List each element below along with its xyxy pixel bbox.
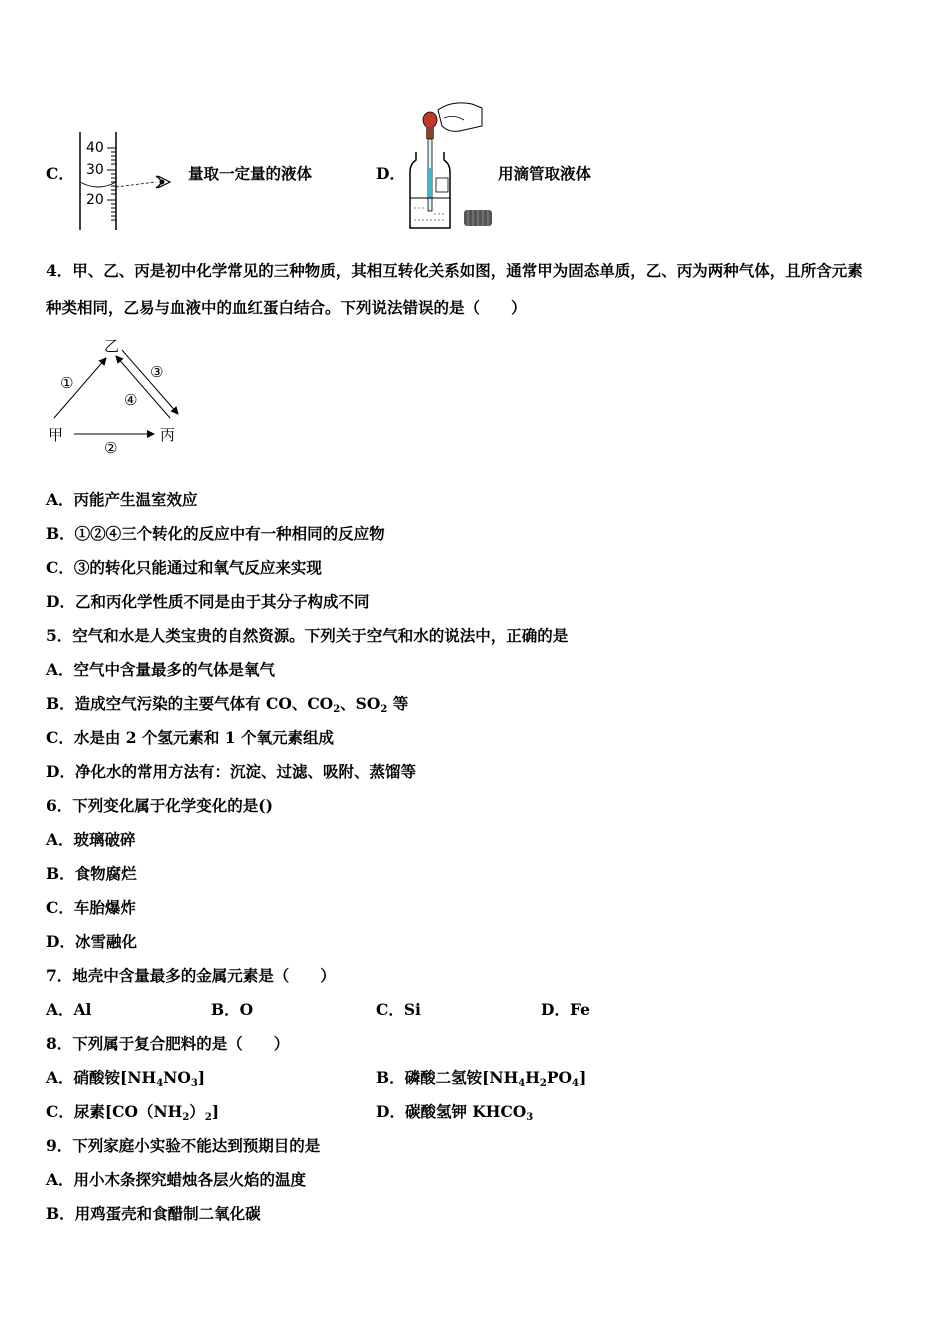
q4-option-b: B．①②④三个转化的反应中有一种相同的反应物 bbox=[46, 524, 385, 543]
reaction-label-4: ④ bbox=[124, 391, 138, 409]
conversion-diagram bbox=[44, 332, 194, 462]
q7-option-c: C．Si bbox=[376, 1000, 421, 1019]
q6-option-a: A．玻璃破碎 bbox=[46, 830, 136, 849]
q9-option-a: A．用小木条探究蜡烛各层火焰的温度 bbox=[46, 1170, 307, 1189]
q9-stem: 9．下列家庭小实验不能达到预期目的是 bbox=[46, 1136, 321, 1155]
q8-stem: 8．下列属于复合肥料的是（ ） bbox=[46, 1034, 290, 1053]
dropper-bottle-figure bbox=[402, 98, 498, 234]
q3-option-c-text: 量取一定量的液体 bbox=[188, 164, 313, 183]
q3-option-d-label: D． bbox=[376, 164, 405, 183]
q4-option-c: C．③的转化只能通过和氧气反应来实现 bbox=[46, 558, 322, 577]
node-yi: 乙 bbox=[104, 337, 120, 355]
node-jia: 甲 bbox=[48, 426, 64, 444]
q8-option-a: A．硝酸铵$[NH_4NO_3]$ bbox=[46, 1068, 206, 1089]
q5-option-b: B．造成空气污染的主要气体有 CO、$CO_2$、$SO_2$ 等 bbox=[46, 694, 409, 715]
eye-icon bbox=[156, 176, 170, 188]
q7-option-a: A．Al bbox=[46, 1000, 92, 1019]
q8-option-d: D．碳酸氢钾 $KHCO_3$ bbox=[376, 1102, 534, 1123]
reaction-label-3: ③ bbox=[150, 363, 164, 381]
stopper-icon bbox=[464, 210, 492, 226]
cylinder-tick-30: 30 bbox=[86, 162, 104, 178]
q7-stem: 7．地壳中含量最多的金属元素是（ ） bbox=[46, 966, 336, 985]
q6-stem: 6．下列变化属于化学变化的是() bbox=[46, 796, 273, 815]
q5-option-c: C．水是由 2 个氢元素和 1 个氧元素组成 bbox=[46, 728, 334, 747]
q7-option-d: D．Fe bbox=[541, 1000, 590, 1019]
q5-option-a: A．空气中含量最多的气体是氧气 bbox=[46, 660, 276, 679]
node-bing: 丙 bbox=[160, 426, 176, 444]
q3-option-d-text: 用滴管取液体 bbox=[498, 164, 592, 183]
q5-stem: 5．空气和水是人类宝贵的自然资源。下列关于空气和水的说法中，正确的是 bbox=[46, 626, 569, 645]
reaction-label-2: ② bbox=[104, 439, 118, 457]
cylinder-tick-40: 40 bbox=[86, 140, 104, 156]
reaction-label-1: ① bbox=[60, 374, 74, 392]
q3-option-c-label: C． bbox=[46, 164, 74, 183]
q6-option-b: B．食物腐烂 bbox=[46, 864, 137, 883]
graduated-cylinder-figure bbox=[70, 130, 180, 232]
q9-option-b: B．用鸡蛋壳和食醋制二氧化碳 bbox=[46, 1204, 261, 1223]
q6-option-d: D．冰雪融化 bbox=[46, 932, 137, 951]
q5-option-d: D．净化水的常用方法有：沉淀、过滤、吸附、蒸馏等 bbox=[46, 762, 416, 781]
q8-option-b: B．磷酸二氢铵$[NH_4H_2PO_4]$ bbox=[376, 1068, 587, 1089]
q4-stem-line2: 种类相同，乙易与血液中的血红蛋白结合。下列说法错误的是（ ） bbox=[46, 298, 527, 317]
cylinder-tick-20: 20 bbox=[86, 192, 104, 208]
q4-stem-line1: 4．甲、乙、丙是初中化学常见的三种物质，其相互转化关系如图，通常甲为固态单质，乙、丙为两种气体，且所含元素 bbox=[46, 261, 863, 280]
q4-option-a: A．丙能产生温室效应 bbox=[46, 490, 198, 509]
hand-icon bbox=[438, 103, 482, 131]
q7-option-b: B．O bbox=[211, 1000, 254, 1019]
q4-option-d: D．乙和丙化学性质不同是由于其分子构成不同 bbox=[46, 592, 370, 611]
q8-option-c: C．尿素$[CO(NH_2)_2]$ bbox=[46, 1102, 220, 1123]
q6-option-c: C．车胎爆炸 bbox=[46, 898, 136, 917]
